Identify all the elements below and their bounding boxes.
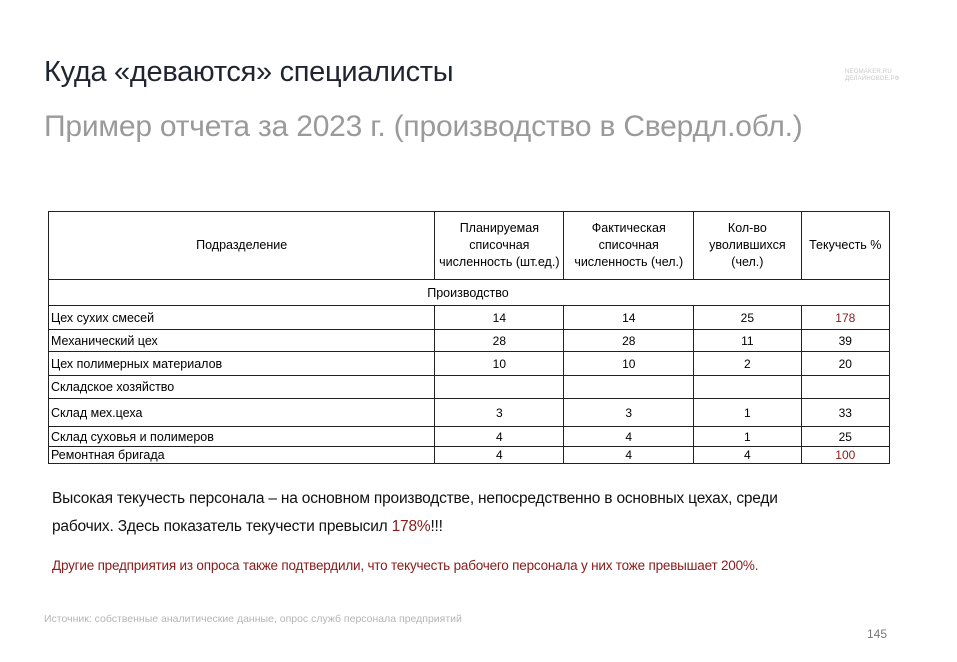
row-name: Цех сухих смесей <box>49 306 435 330</box>
row-rate: 100 <box>801 447 889 464</box>
row-plan: 14 <box>435 306 564 330</box>
header-actual: Фактическая списочная численность (чел.) <box>564 212 694 280</box>
row-quit: 1 <box>694 399 801 427</box>
header-quit: Кол-во уволившихся (чел.) <box>694 212 801 280</box>
row-quit: 4 <box>694 447 801 464</box>
row-quit: 1 <box>694 427 801 447</box>
table-row <box>49 427 890 447</box>
conclusion-text <box>52 485 912 541</box>
conclusion-line-1: Высокая текучесть персонала – на основном производстве, непосредственно в основных цехах, среди <box>52 490 778 507</box>
row-plan: 4 <box>435 427 564 447</box>
row-quit: 11 <box>694 330 801 352</box>
row-fact <box>564 376 694 399</box>
row-fact: 28 <box>564 330 694 352</box>
row-name: Складское хозяйство <box>49 376 435 399</box>
row-fact: 4 <box>564 447 694 464</box>
row-fact: 10 <box>564 352 694 376</box>
row-plan <box>435 376 564 399</box>
section-label: Производство <box>49 280 890 306</box>
slide-title: Куда «деваются» специалисты <box>44 56 454 88</box>
highlight-value: 178% <box>391 518 431 535</box>
logo-line-1: NEOMAKER.RU <box>845 69 892 75</box>
section-row <box>49 280 890 306</box>
survey-note: Другие предприятия из опроса также подтвердили, что текучесть рабочего персонала у них тоже превышает 200%. <box>52 558 759 573</box>
row-fact: 14 <box>564 306 694 330</box>
table-row <box>49 352 890 376</box>
table-row <box>49 447 890 464</box>
row-rate <box>801 376 889 399</box>
row-rate: 39 <box>801 330 889 352</box>
slide-subtitle: Пример отчета за 2023 г. (производство в Свердл.обл.) <box>44 110 803 143</box>
row-name: Цех полимерных материалов <box>49 352 435 376</box>
turnover-table <box>48 211 890 464</box>
row-plan: 4 <box>435 447 564 464</box>
row-name: Механический цех <box>49 330 435 352</box>
row-name: Ремонтная бригада <box>49 447 435 464</box>
header-department: Подразделение <box>49 212 435 280</box>
table-header-row <box>49 212 890 280</box>
table-row <box>49 330 890 352</box>
row-fact: 3 <box>564 399 694 427</box>
conclusion-suffix: !!! <box>430 518 443 535</box>
row-rate: 33 <box>801 399 889 427</box>
header-turnover: Текучесть % <box>801 212 889 280</box>
row-quit <box>694 376 801 399</box>
page-number: 145 <box>867 627 888 641</box>
row-fact: 4 <box>564 427 694 447</box>
source-footnote: Источник: собственные аналитические данные, опрос служб персонала предприятий <box>44 613 462 625</box>
header-planned: Планируемая списочная численность (шт.ед.) <box>435 212 564 280</box>
row-rate: 178 <box>801 306 889 330</box>
row-name: Склад суховья и полимеров <box>49 427 435 447</box>
row-rate: 20 <box>801 352 889 376</box>
table-row <box>49 376 890 399</box>
table-row <box>49 306 890 330</box>
row-plan: 3 <box>435 399 564 427</box>
row-plan: 28 <box>435 330 564 352</box>
brand-logo <box>845 69 900 83</box>
row-rate: 25 <box>801 427 889 447</box>
row-plan: 10 <box>435 352 564 376</box>
row-quit: 25 <box>694 306 801 330</box>
conclusion-prefix: рабочих. Здесь показатель текучести превысил <box>52 518 392 535</box>
table-row <box>49 399 890 427</box>
logo-line-2: ДЕЛАЙНОВОЕ.РФ <box>845 76 900 82</box>
row-quit: 2 <box>694 352 801 376</box>
row-name: Склад мех.цеха <box>49 399 435 427</box>
conclusion-line-2 <box>52 513 912 541</box>
